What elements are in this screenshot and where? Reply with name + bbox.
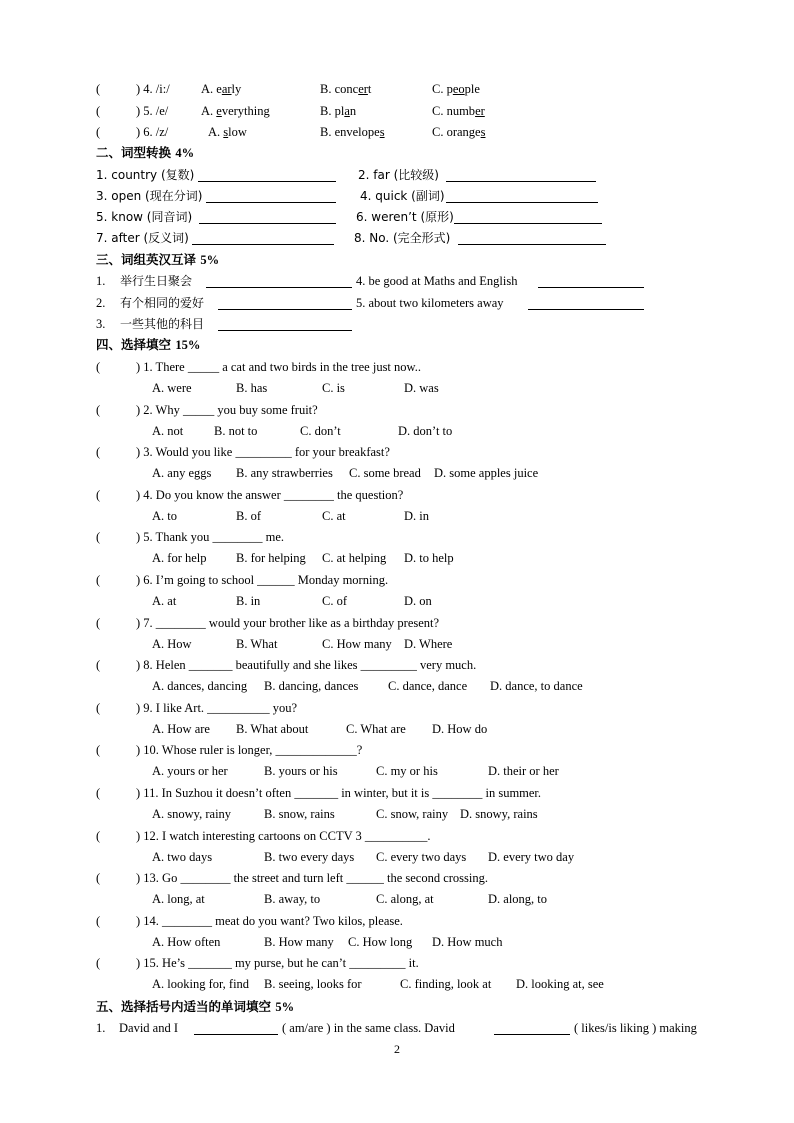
option-b: B. What xyxy=(236,637,278,651)
answer-blank[interactable] xyxy=(218,296,352,310)
option-b: B. of xyxy=(236,509,261,523)
option-b: B. in xyxy=(236,594,261,608)
question-text: ) 14. ________ meat do you want? Two kilos, please. xyxy=(136,914,403,928)
option-d: D. along, to xyxy=(488,892,548,906)
option-b: B. away, to xyxy=(264,892,321,906)
answer-blank[interactable] xyxy=(199,210,336,224)
question-text: ) 13. Go ________ the street and turn left ______ the second crossing. xyxy=(136,871,489,885)
option-c: C. along, at xyxy=(376,892,434,906)
answer-blank[interactable] xyxy=(192,231,334,245)
question-text: ) 8. Helen _______ beautifully and she likes _________ very much. xyxy=(136,658,477,672)
option-b: B. How many xyxy=(264,935,334,949)
option-a: A. How are xyxy=(152,722,210,736)
answer-blank[interactable] xyxy=(494,1021,570,1035)
option-d: D. on xyxy=(404,594,432,608)
section-heading: 二、词型转换 4% xyxy=(96,145,195,160)
answer-paren[interactable]: ( xyxy=(96,573,101,587)
option-d: D. every two day xyxy=(488,850,575,864)
option-b: B. yours or his xyxy=(264,764,338,778)
option-a: A. two days xyxy=(152,850,213,864)
question-text: ) 2. Why _____ you buy some fruit? xyxy=(136,403,318,417)
answer-paren[interactable]: ( xyxy=(96,914,101,928)
answer-paren[interactable]: ( xyxy=(96,488,101,502)
option-b: B. snow, rains xyxy=(264,807,335,821)
answer-blank[interactable] xyxy=(446,189,598,203)
question-text: ) 4. Do you know the answer ________ the question? xyxy=(136,488,404,502)
question-text: ) 1. There _____ a cat and two birds in the tree just now.. xyxy=(136,360,421,374)
question-text: ) 5. Thank you ________ me. xyxy=(136,530,285,544)
option-c: C. finding, look at xyxy=(400,977,492,991)
answer-paren[interactable]: ( xyxy=(96,530,101,544)
answer-paren[interactable]: ( xyxy=(96,445,101,459)
option-d: D. dance, to dance xyxy=(490,679,583,693)
option-c: C. of xyxy=(322,594,347,608)
answer-blank[interactable] xyxy=(538,274,644,288)
option-b: B. has xyxy=(236,381,268,395)
option-b: B. seeing, looks for xyxy=(264,977,362,991)
option-d: D. don’t to xyxy=(398,424,453,438)
option-a: A. any eggs xyxy=(152,466,212,480)
option-c: C. at xyxy=(322,509,346,523)
document-page: ( ) 4. /i:/ A. early B. concert C. people ( ) 5. /e/ A. everything B. plan C. number ( ) 6. /z/ A. slow B. envelopes C. oranges 二、词型转换 4% 1. country (复数) 2. far (比较级) 3. open (现在分词) 4. quick (副词) 5. know (同音词) 6. weren’t (原形) 7. after (反义词) 8. No. (完全形式) 三、词组英汉互译 5% 1. 举行生日聚会 4. be good at Maths and English 2. 有个相同的爱好 5. about two kilometers away 3. 一些其他的科目 四、选择填空 15% ( ) 1. There _____ a cat and two birds in the tree just now.. A. were B. has C. is D. was ( ) 2. Why _____ you buy some fruit? A. not B. not to C. don’t D. don’t to ( ) 3. Would you like _________ for your breakfast? A. any eggs B. any strawberries C. some bread D. some apples juice ( ) 4. Do you know the answer ________ the question? A. to B. of C. at D. in ( ) 5. Thank you ________ me. A. for help B. for helping C. at helping D. to help ( ) 6. I’m going to school ______ Monday morning. A. at B. in C. of D. on ( ) 7. ________ would your brother like as a birthday present? A. How B. What C. How many D. Where ( ) 8. Helen _______ beautifully and she likes _________ very much. A. dances, dancing B. dancing, dances C. dance, dance D. dance, to dance ( ) 9. I like Art. __________ you? A. How are B. What about C. What are D. How do ( ) 10. Whose ruler is longer, _____________? A. yours or her B. yours or his C. my or his D. their or her ( ) 11. In Suzhou it doesn’t often _______ in winter, but it is ________ in summer. A. snowy, rainy B. snow, rains C. snow, rainy D. snowy, rains ( ) 12. I watch interesting cartoons on CCTV 3 __________. A. two days B. two every days C. every two days D. every two day ( ) 13. Go ________ the street and turn left ______ the second crossing. A. long, at B. away, to C. along, at D. along, to ( ) 14. ________ meat do you want? Two kilos, please. A. How often B. How many C. How long D. How much ( ) 15. He’s _______ my purse, but he can’t _________ it. A. looking for, find B. seeing, looks for C. finding, look at D. looking at, see 五、选择括号内适当的单词填空 5% 1. David and I ( am/are ) in the same class. David ( likes/is liking ) making 2 xyxy=(0,0,794,1123)
option-d: D. snowy, rains xyxy=(460,807,538,821)
option-b: B. What about xyxy=(236,722,309,736)
answer-paren[interactable]: ( xyxy=(96,786,101,800)
answer-blank[interactable] xyxy=(218,317,352,331)
option-a: A. How often xyxy=(152,935,221,949)
option-c: C. dance, dance xyxy=(388,679,468,693)
section-heading: 三、词组英汉互译 5% xyxy=(96,252,220,267)
option-a: A. yours or her xyxy=(152,764,228,778)
option-b: B. dancing, dances xyxy=(264,679,359,693)
option-a: A. were xyxy=(152,381,192,395)
answer-blank[interactable] xyxy=(198,168,336,182)
answer-paren[interactable]: ( xyxy=(96,871,101,885)
option-d: D. How do xyxy=(432,722,488,736)
answer-blank[interactable] xyxy=(454,210,602,224)
page-number: 2 xyxy=(394,1042,400,1056)
answer-blank[interactable] xyxy=(194,1021,278,1035)
option-a: A. snowy, rainy xyxy=(152,807,232,821)
option-b: B. any strawberries xyxy=(236,466,333,480)
option-d: D. to help xyxy=(404,551,454,565)
answer-paren[interactable]: ( xyxy=(96,743,101,757)
answer-paren[interactable]: ( xyxy=(96,403,101,417)
option-b: B. for helping xyxy=(236,551,306,565)
option-c: C. is xyxy=(322,381,345,395)
option-d: D. their or her xyxy=(488,764,559,778)
option-d: D. looking at, see xyxy=(516,977,604,991)
answer-paren[interactable]: ( xyxy=(96,701,101,715)
answer-paren[interactable]: ( xyxy=(96,658,101,672)
option-c: C. my or his xyxy=(376,764,438,778)
option-c: C. How long xyxy=(348,935,413,949)
answer-paren[interactable]: ( xyxy=(96,360,101,374)
option-a: A. dances, dancing xyxy=(152,679,248,693)
option-d: D. How much xyxy=(432,935,503,949)
question-text: ) 9. I like Art. __________ you? xyxy=(136,701,298,715)
option-a: A. at xyxy=(152,594,177,608)
answer-paren[interactable]: ( xyxy=(96,616,101,630)
answer-paren[interactable]: ( xyxy=(96,829,101,843)
option-d: D. some apples juice xyxy=(434,466,539,480)
answer-blank[interactable] xyxy=(446,168,596,182)
answer-paren[interactable]: ( xyxy=(96,956,101,970)
question-text: ) 11. In Suzhou it doesn’t often _______ in winter, but it is ________ in summer. xyxy=(136,786,542,800)
question-text: ) 12. I watch interesting cartoons on CCTV 3 __________. xyxy=(136,829,431,843)
option-d: D. in xyxy=(404,509,429,523)
question-text: ) 7. ________ would your brother like as a birthday present? xyxy=(136,616,440,630)
section-heading: 五、选择括号内适当的单词填空 5% xyxy=(96,999,295,1014)
question-text: ) 15. He’s _______ my purse, but he can’t _________ it. xyxy=(136,956,419,970)
answer-blank[interactable] xyxy=(458,231,606,245)
answer-blank[interactable] xyxy=(528,296,644,310)
option-d: D. was xyxy=(404,381,439,395)
option-b: B. not to xyxy=(214,424,258,438)
option-b: B. two every days xyxy=(264,850,355,864)
option-c: C. some bread xyxy=(349,466,421,480)
option-c: C. What are xyxy=(346,722,406,736)
question-text: ) 6. I’m going to school ______ Monday morning. xyxy=(136,573,389,587)
option-c: C. don’t xyxy=(300,424,341,438)
question-text: ) 10. Whose ruler is longer, _____________? xyxy=(136,743,363,757)
option-c: C. every two days xyxy=(376,850,467,864)
option-a: A. long, at xyxy=(152,892,205,906)
option-d: D. Where xyxy=(404,637,453,651)
section-heading: 四、选择填空 15% xyxy=(96,337,201,352)
option-a: A. for help xyxy=(152,551,207,565)
option-a: A. to xyxy=(152,509,177,523)
option-a: A. not xyxy=(152,424,184,438)
option-c: C. at helping xyxy=(322,551,387,565)
option-a: A. looking for, find xyxy=(152,977,250,991)
option-a: A. How xyxy=(152,637,192,651)
question-text: ) 3. Would you like _________ for your breakfast? xyxy=(136,445,390,459)
option-c: C. snow, rainy xyxy=(376,807,449,821)
answer-blank[interactable] xyxy=(206,189,336,203)
option-c: C. How many xyxy=(322,637,392,651)
answer-blank[interactable] xyxy=(206,274,352,288)
